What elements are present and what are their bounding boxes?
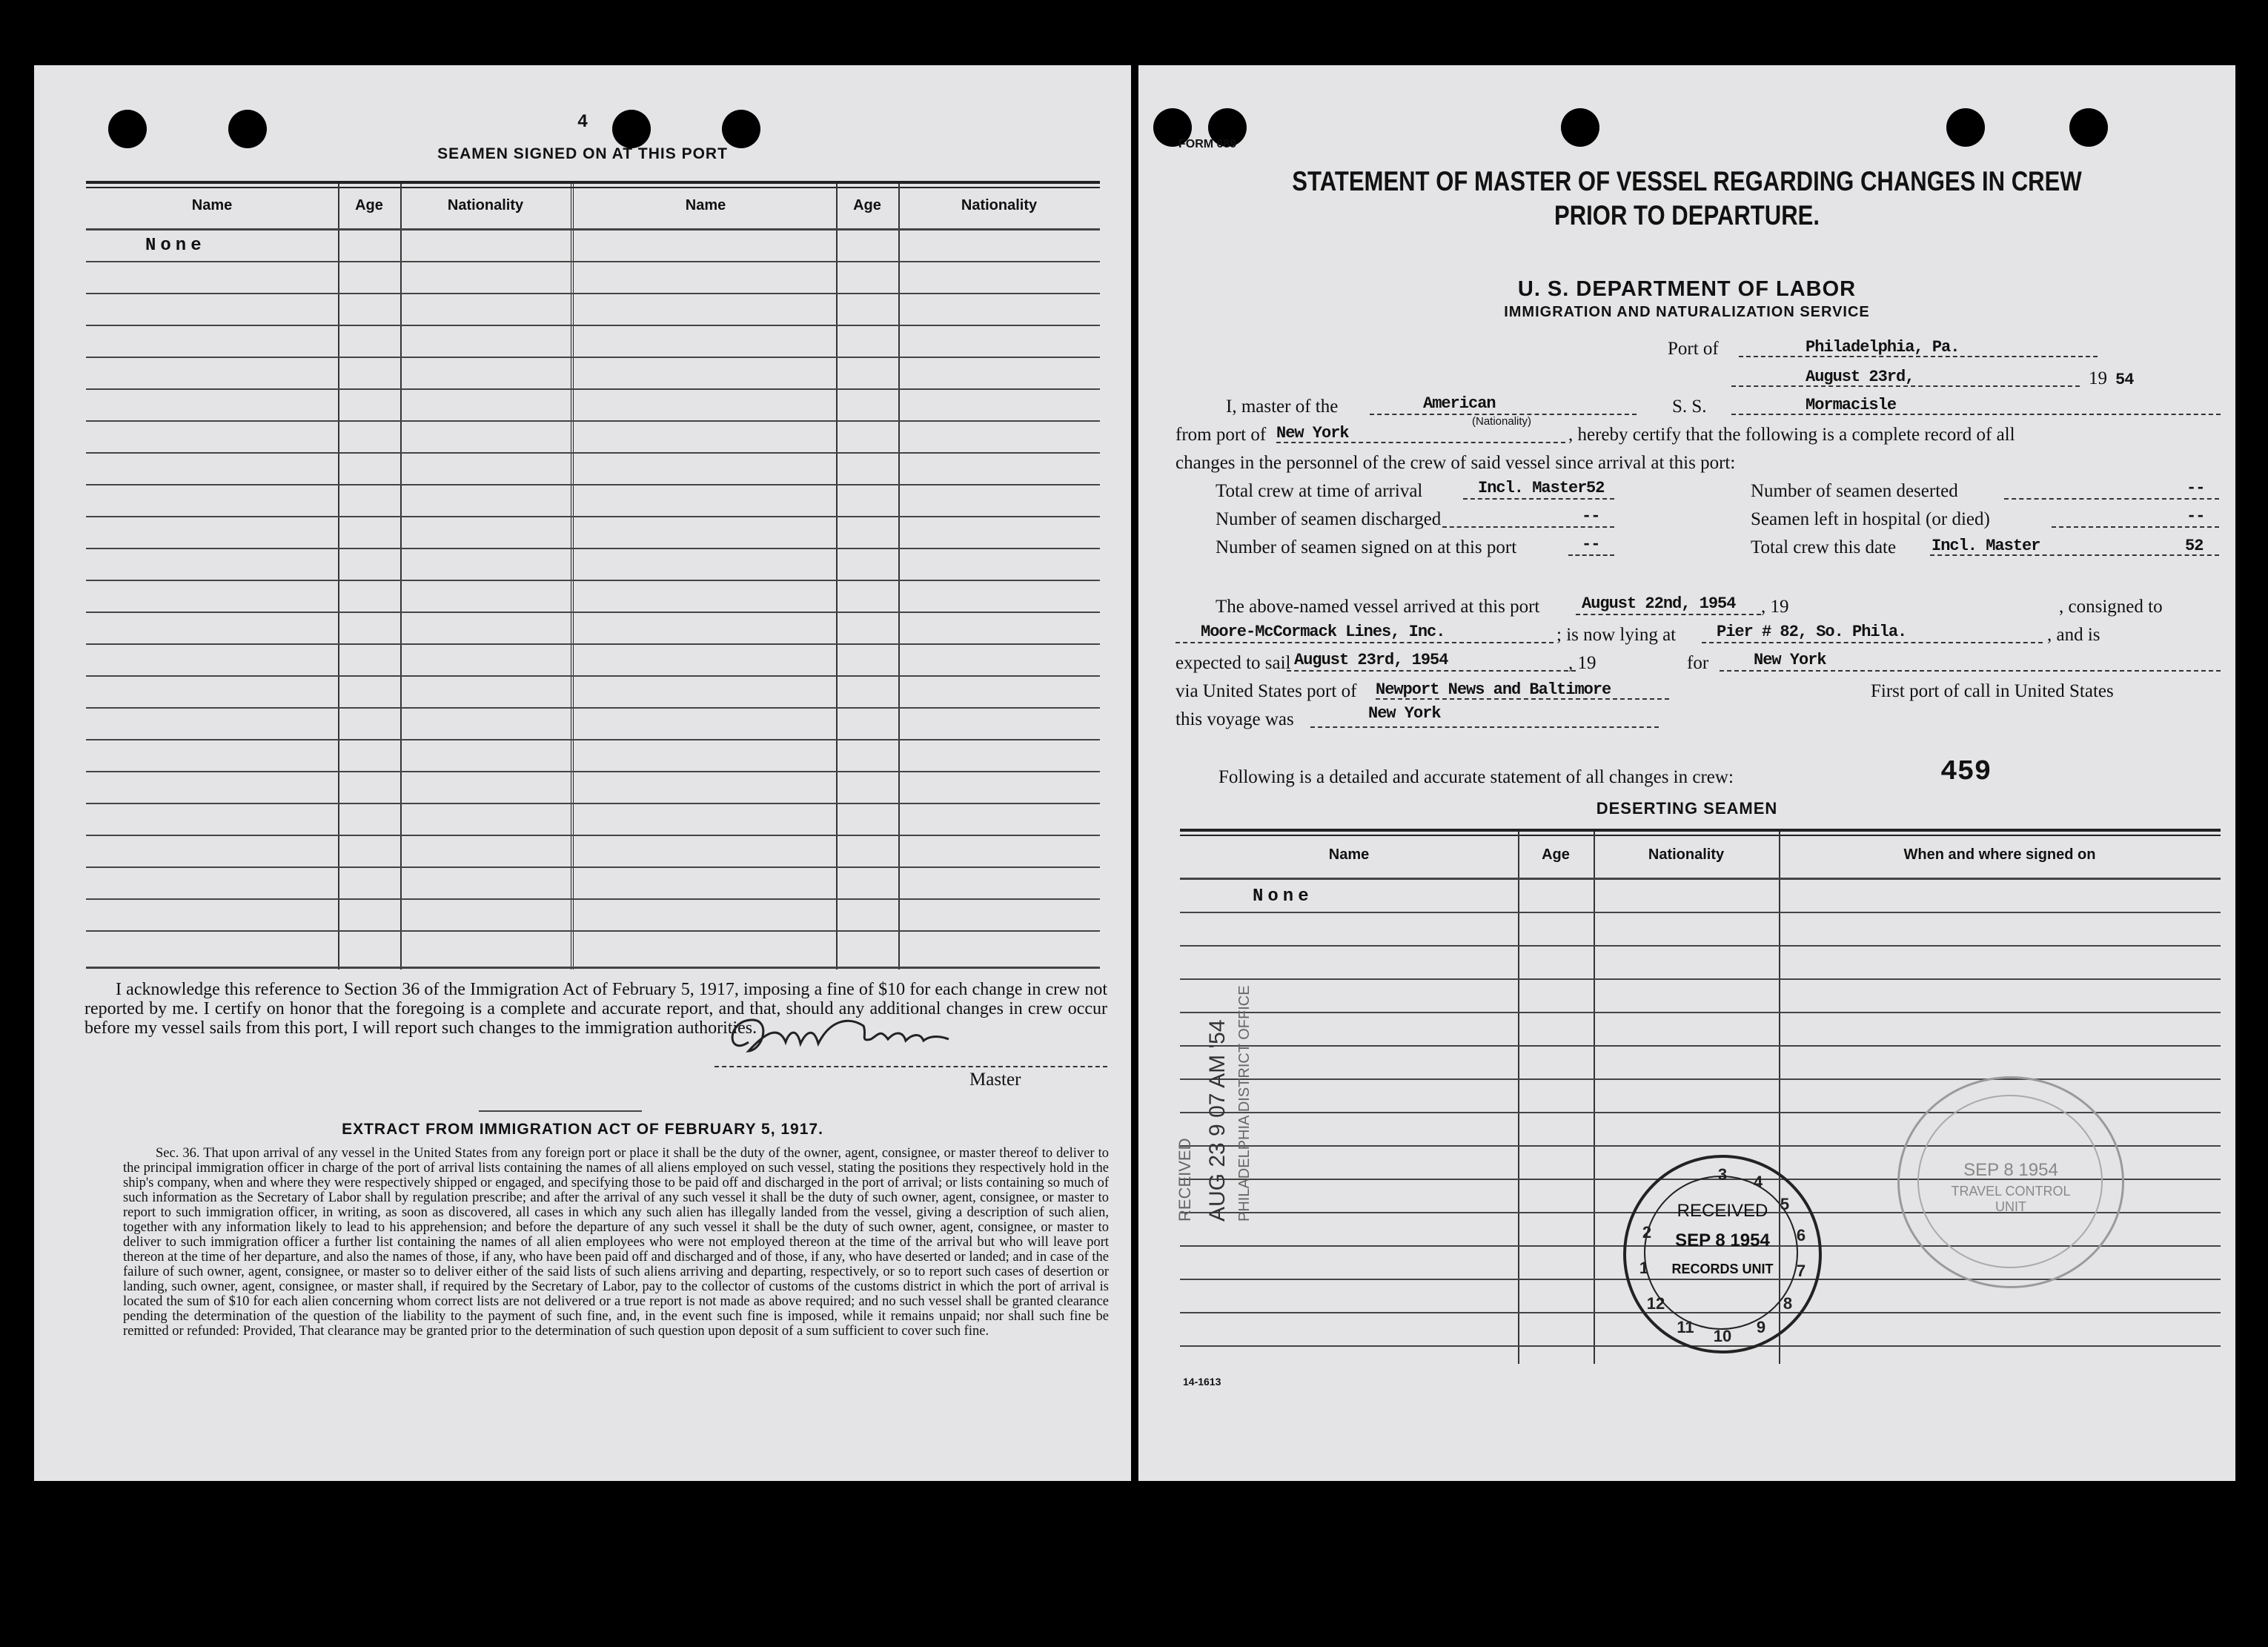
consignee-value: Moore-McCormack Lines, Inc. bbox=[1201, 623, 1445, 641]
lying-value: Pier # 82, So. Phila. bbox=[1717, 623, 1907, 641]
stamp-received-date: SEP 8 1954 bbox=[1675, 1230, 1770, 1250]
date-value: August 23rd, bbox=[1806, 368, 1914, 386]
nationality-value: American bbox=[1423, 394, 1496, 413]
svg-text:5: 5 bbox=[1780, 1195, 1790, 1213]
signature-label: Master bbox=[969, 1070, 1021, 1090]
right-page bbox=[1138, 65, 2235, 1481]
first-port-label: First port of call in United States bbox=[1871, 681, 2114, 701]
footer-code: 14-1613 bbox=[1183, 1376, 1221, 1388]
col-header-nationality: Nationality bbox=[1648, 846, 1725, 863]
deserting-title: DESERTING SEAMEN bbox=[1596, 799, 1778, 818]
svg-text:4: 4 bbox=[1753, 1173, 1763, 1191]
stamp-vertical-office: PHILADELPHIA DISTRICT OFFICE bbox=[1236, 985, 1253, 1222]
svg-text:2: 2 bbox=[1642, 1223, 1652, 1242]
hospital-value: -- bbox=[2186, 507, 2205, 526]
changes-text: changes in the personnel of the crew of said vessel since arrival at this port: bbox=[1176, 453, 1736, 473]
travel-control-stamp bbox=[1897, 1076, 2124, 1288]
svg-text:6: 6 bbox=[1796, 1226, 1806, 1245]
title-line2: PRIOR TO DEPARTURE. bbox=[1554, 200, 1820, 231]
stamp-vertical-date: AUG 23 9 07 AM '54 bbox=[1205, 1019, 1230, 1222]
total-date-count: 52 bbox=[2185, 537, 2204, 555]
signed-label: Number of seamen signed on at this port bbox=[1216, 537, 1517, 557]
arrived-year: , 19 bbox=[1761, 597, 1789, 617]
left-title: SEAMEN SIGNED ON AT THIS PORT bbox=[437, 145, 728, 162]
col-header-name: Name bbox=[685, 197, 726, 213]
punch-hole bbox=[1561, 108, 1599, 147]
expected-year: , 19 bbox=[1568, 653, 1596, 673]
stamp-travel-date: SEP 8 1954 bbox=[1963, 1160, 2058, 1180]
received-stamp-vertical bbox=[1176, 970, 1279, 1222]
col-header-nationality: Nationality bbox=[447, 197, 524, 213]
col-header-nationality: Nationality bbox=[961, 197, 1038, 213]
svg-text:1: 1 bbox=[1639, 1259, 1649, 1277]
divider bbox=[479, 1110, 642, 1112]
col-header-age: Age bbox=[355, 197, 383, 213]
left-page bbox=[34, 65, 1131, 1481]
port-label: Port of bbox=[1668, 339, 1719, 359]
year-value: 54 bbox=[2115, 371, 2134, 389]
expected-value: August 23rd, 1954 bbox=[1294, 651, 1448, 669]
total-date-label: Total crew this date bbox=[1751, 537, 1897, 557]
svg-text:12: 12 bbox=[1646, 1294, 1665, 1313]
service: IMMIGRATION AND NATURALIZATION SERVICE bbox=[1504, 304, 1870, 320]
nationality-caption: (Nationality) bbox=[1472, 415, 1532, 428]
col-header-when-where: When and where signed on bbox=[1903, 846, 2096, 863]
form-number: FORM 689 bbox=[1178, 138, 1237, 150]
punch-hole bbox=[1946, 108, 1985, 147]
expected-label: expected to sail bbox=[1176, 653, 1291, 673]
following-text: Following is a detailed and accurate statement of all changes in crew: bbox=[1218, 767, 1734, 787]
voyage-value: New York bbox=[1368, 704, 1441, 723]
page-number: 4 bbox=[577, 111, 588, 131]
and-is: , and is bbox=[2047, 625, 2100, 645]
signature-text bbox=[719, 990, 720, 991]
col-header-name: Name bbox=[191, 197, 233, 213]
from-port-value: New York bbox=[1276, 424, 1349, 443]
svg-text:11: 11 bbox=[1677, 1318, 1694, 1336]
svg-text:3: 3 bbox=[1717, 1165, 1728, 1184]
total-arrival-count: 52 bbox=[1586, 479, 1605, 497]
title-line1: STATEMENT OF MASTER OF VESSEL REGARDING CHANGES IN CREW bbox=[1292, 166, 2082, 196]
svg-text:8: 8 bbox=[1783, 1294, 1793, 1313]
arrived-value: August 22nd, 1954 bbox=[1582, 594, 1736, 613]
port-value: Philadelphia, Pa. bbox=[1806, 338, 1960, 357]
ship-value: Mormacisle bbox=[1806, 396, 1897, 414]
total-date-value: Incl. Master bbox=[1932, 537, 2040, 555]
svg-text:10: 10 bbox=[1713, 1327, 1732, 1345]
col-header-age: Age bbox=[853, 197, 881, 213]
svg-text:9: 9 bbox=[1756, 1318, 1766, 1336]
consigned-label: , consigned to bbox=[2059, 597, 2163, 617]
acknowledgement-text: I acknowledge this reference to Section 36 of the Immigration Act of February 5, 1917, imposing a fine of $10 for each change in crew not reported by me. I certify on honor that the foregoing is a complete and accurate report, and that, should any additional changes in crew occur before my vessel sails from this port, I will report such changes to the immigration authorities. bbox=[84, 980, 1107, 1038]
total-arrival-label: Total crew at time of arrival bbox=[1216, 481, 1423, 501]
discharged-value: -- bbox=[1582, 507, 1600, 526]
entry-none: None bbox=[1253, 887, 1313, 907]
number-stamp: 459 bbox=[1940, 756, 1992, 788]
hospital-label: Seamen left in hospital (or died) bbox=[1751, 509, 1990, 529]
svg-text:7: 7 bbox=[1796, 1262, 1806, 1280]
discharged-label: Number of seamen discharged bbox=[1216, 509, 1442, 529]
stamp-travel-text: TRAVEL CONTROL UNIT bbox=[1951, 1184, 2071, 1214]
col-header-name: Name bbox=[1328, 846, 1370, 863]
stamp-records: RECORDS UNIT bbox=[1671, 1262, 1774, 1276]
punch-hole bbox=[2069, 108, 2108, 147]
signed-value: -- bbox=[1582, 535, 1600, 554]
col-header-age: Age bbox=[1542, 846, 1570, 863]
records-unit-stamp bbox=[1623, 1155, 1822, 1353]
signature-line bbox=[714, 1066, 1107, 1067]
stamp-received: RECEIVED bbox=[1677, 1201, 1768, 1221]
ss-label: S. S. bbox=[1672, 397, 1707, 417]
year-prefix: 19 bbox=[2089, 368, 2107, 388]
for-value: New York bbox=[1754, 651, 1826, 669]
voyage-label: this voyage was bbox=[1176, 709, 1294, 729]
arrived-label: The above-named vessel arrived at this port bbox=[1216, 597, 1540, 617]
via-label: via United States port of bbox=[1176, 681, 1357, 701]
deserted-value: -- bbox=[2186, 479, 2205, 497]
via-value: Newport News and Baltimore bbox=[1376, 680, 1611, 699]
extract-title: EXTRACT FROM IMMIGRATION ACT OF FEBRUARY 5, 1917. bbox=[342, 1121, 823, 1138]
for-label: for bbox=[1687, 653, 1709, 673]
total-arrival-value: Incl. Master bbox=[1478, 479, 1587, 497]
stamp-vertical-received: RECEIVED bbox=[1176, 1138, 1194, 1222]
deserted-label: Number of seamen deserted bbox=[1751, 481, 1958, 501]
lying-label: ; is now lying at bbox=[1556, 625, 1677, 645]
signature bbox=[719, 990, 956, 1076]
certify-text: , hereby certify that the following is a complete record of all bbox=[1568, 425, 2015, 445]
department: U. S. DEPARTMENT OF LABOR bbox=[1517, 277, 1857, 301]
entry-none: None bbox=[145, 236, 206, 256]
extract-text: Sec. 36. That upon arrival of any vessel in the United States from any foreign port or place it shall be the duty of the owner, agent, consignee, or master thereof to deliver to the principal immigration officer in charge of the port of arrival lists containing the names of all aliens employed on such vessel, stating the positions they respectively hold in the ship's company, when and where they were respectively shipped or engaged, and specifying those to be paid off and discharged in the port of arrival; or lists containing so much of such information as the Secretary of Labor shall by regulation prescribe; and after the arrival of any such vessel it shall be the duty of such owner, agent, consignee, or master to report to such immigration officer, in writing, as soon as discovered, all cases in which any such alien has illegally landed from the vessel, giving a description of such alien, together with any information likely to lead to his apprehension; and before the departure of any such vessel it shall be the duty of such owner, agent, consignee, or master to deliver to such immigration officer a further list containing the names of all alien employees who were not employed thereon at the time of the arrival but who will leave port thereon at the time of her departure, and also the names of those, if any, who have been paid off and discharged and of those, if any, who have deserted or landed; and in case of the failure of such owner, agent, consignee, or master so to deliver either of the said lists of such aliens arriving and departing, respectively, or so to report such cases of desertion or landing, such owner, agent, consignee, or master shall, if required by the Secretary of Labor, pay to the collector of customs of the customs district in which the port of arrival is located the sum of $10 for each alien concerning whom correct lists are not delivered or a true report is not made as above required; and no such vessel shall be granted clearance pending the determination of the question of the liability to the payment of such fine, and, in the event such fine is imposed, while it remains unpaid; nor shall such fine be remitted or refunded: Provided, That clearance may be granted prior to the determination of such question upon deposit of a sum sufficient to cover such fine. bbox=[123, 1146, 1109, 1339]
from-port-label: from port of bbox=[1176, 425, 1267, 445]
seamen-signed-table bbox=[86, 181, 1100, 970]
master-label: I, master of the bbox=[1226, 397, 1339, 417]
